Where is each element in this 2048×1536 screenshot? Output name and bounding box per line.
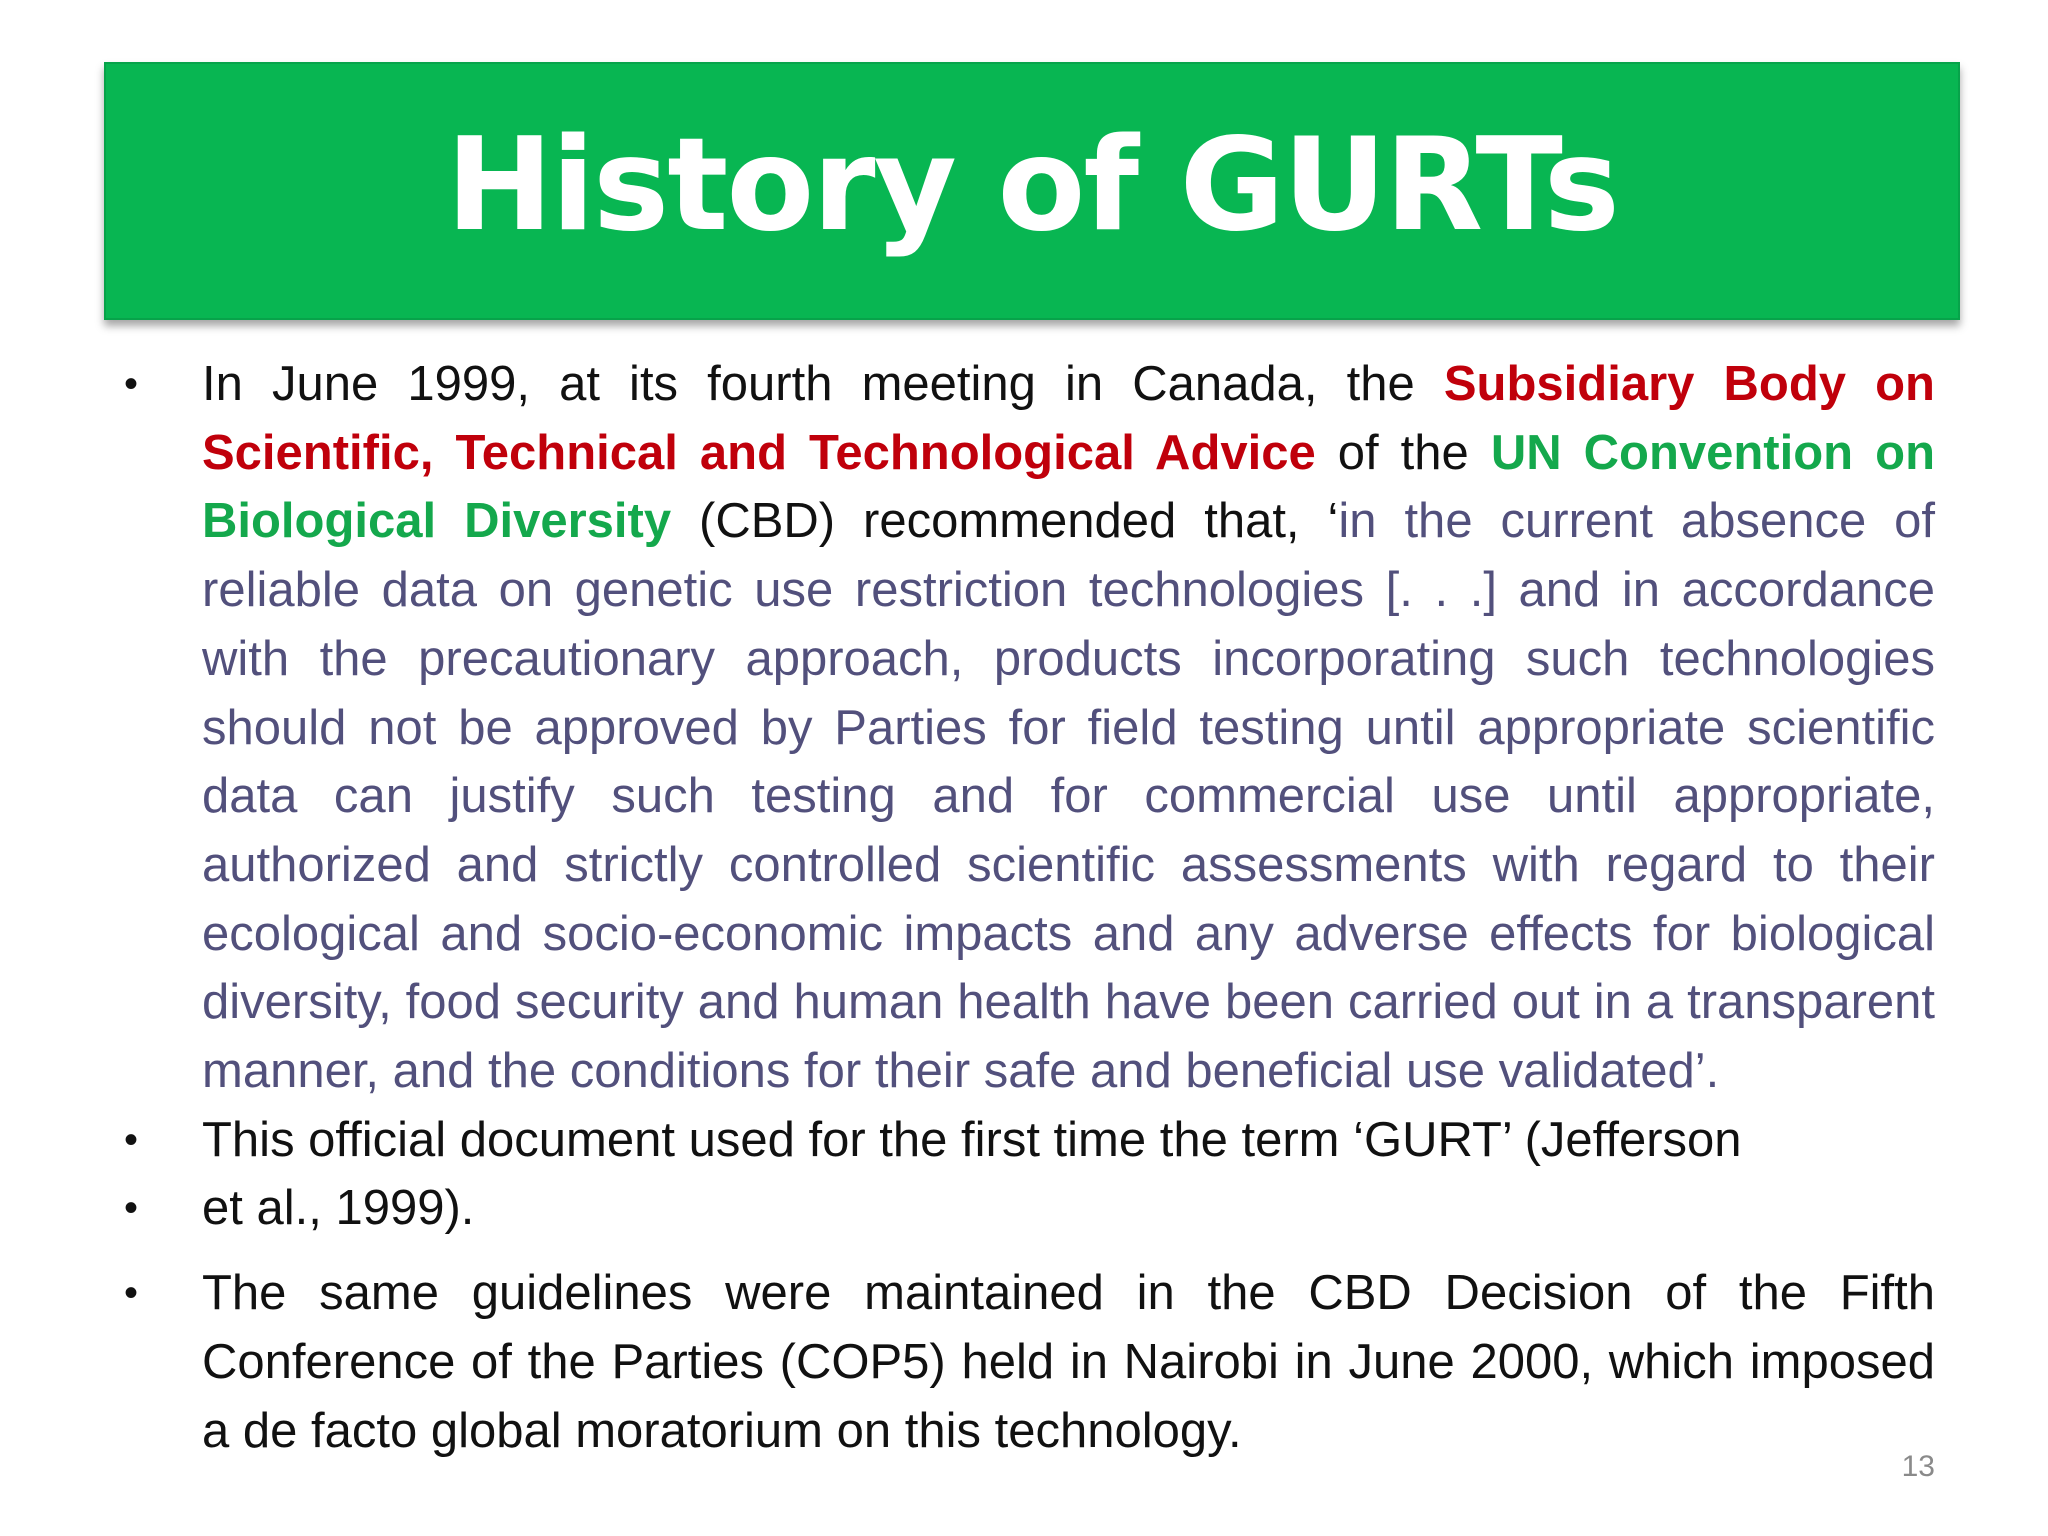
bullet-marker: •	[124, 1271, 139, 1316]
title-banner	[104, 62, 1960, 320]
bullet-text-mid: of the	[1315, 425, 1491, 480]
slide-title: History of GURTs	[446, 111, 1618, 260]
bullet-item-citation	[120, 1174, 1935, 1243]
bullet-marker: •	[124, 1186, 139, 1231]
bullet-item-cbd-recommendation	[120, 350, 1935, 1106]
bullet-list	[120, 350, 1935, 1465]
bullet-marker: •	[124, 1117, 139, 1162]
bullet-text-before-quote: (CBD) recommended that, ‘	[671, 494, 1339, 549]
bullet-text: et al., 1999).	[202, 1181, 475, 1236]
recommendation-quote: in the current absence of reliable data on genetic use restriction technologies [. . .] and in accordance with the precautionary approach, products incorporating such technologies should not be approved by Parties for field testing until appropriate scientific data can justify such testing and for commercial use until appropriate, authorized and strictly controlled scientific assessments with regard to their ecological and socio-economic impacts and any adverse effects for biological diversity, food security and human health have been carried out in a transparent manner, and the conditions for their safe and beneficial use validated’.	[202, 494, 1935, 1099]
bullet-item-first-use-of-term	[120, 1106, 1935, 1175]
bullet-marker: •	[124, 362, 139, 406]
bullet-text: This official document used for the first time the term ‘GURT’ (Jefferson	[202, 1112, 1742, 1167]
page-number: 13	[1901, 1450, 1935, 1483]
subsidiary-body-name: Subsidiary Body on Scientific, Technical and Technological Advice	[202, 357, 1935, 480]
bullet-item-cop5-moratorium	[120, 1259, 1935, 1465]
convention-name: UN Convention on Biological Diversity	[202, 425, 1935, 549]
bullet-text-intro: In June 1999, at its fourth meeting in Canada, the	[202, 357, 1444, 411]
bullet-text: The same guidelines were maintained in the CBD Decision of the Fifth Conference of the Parties (COP5) held in Nairobi in June 2000, which imposed a de facto global moratorium on this technology.	[202, 1266, 1935, 1458]
